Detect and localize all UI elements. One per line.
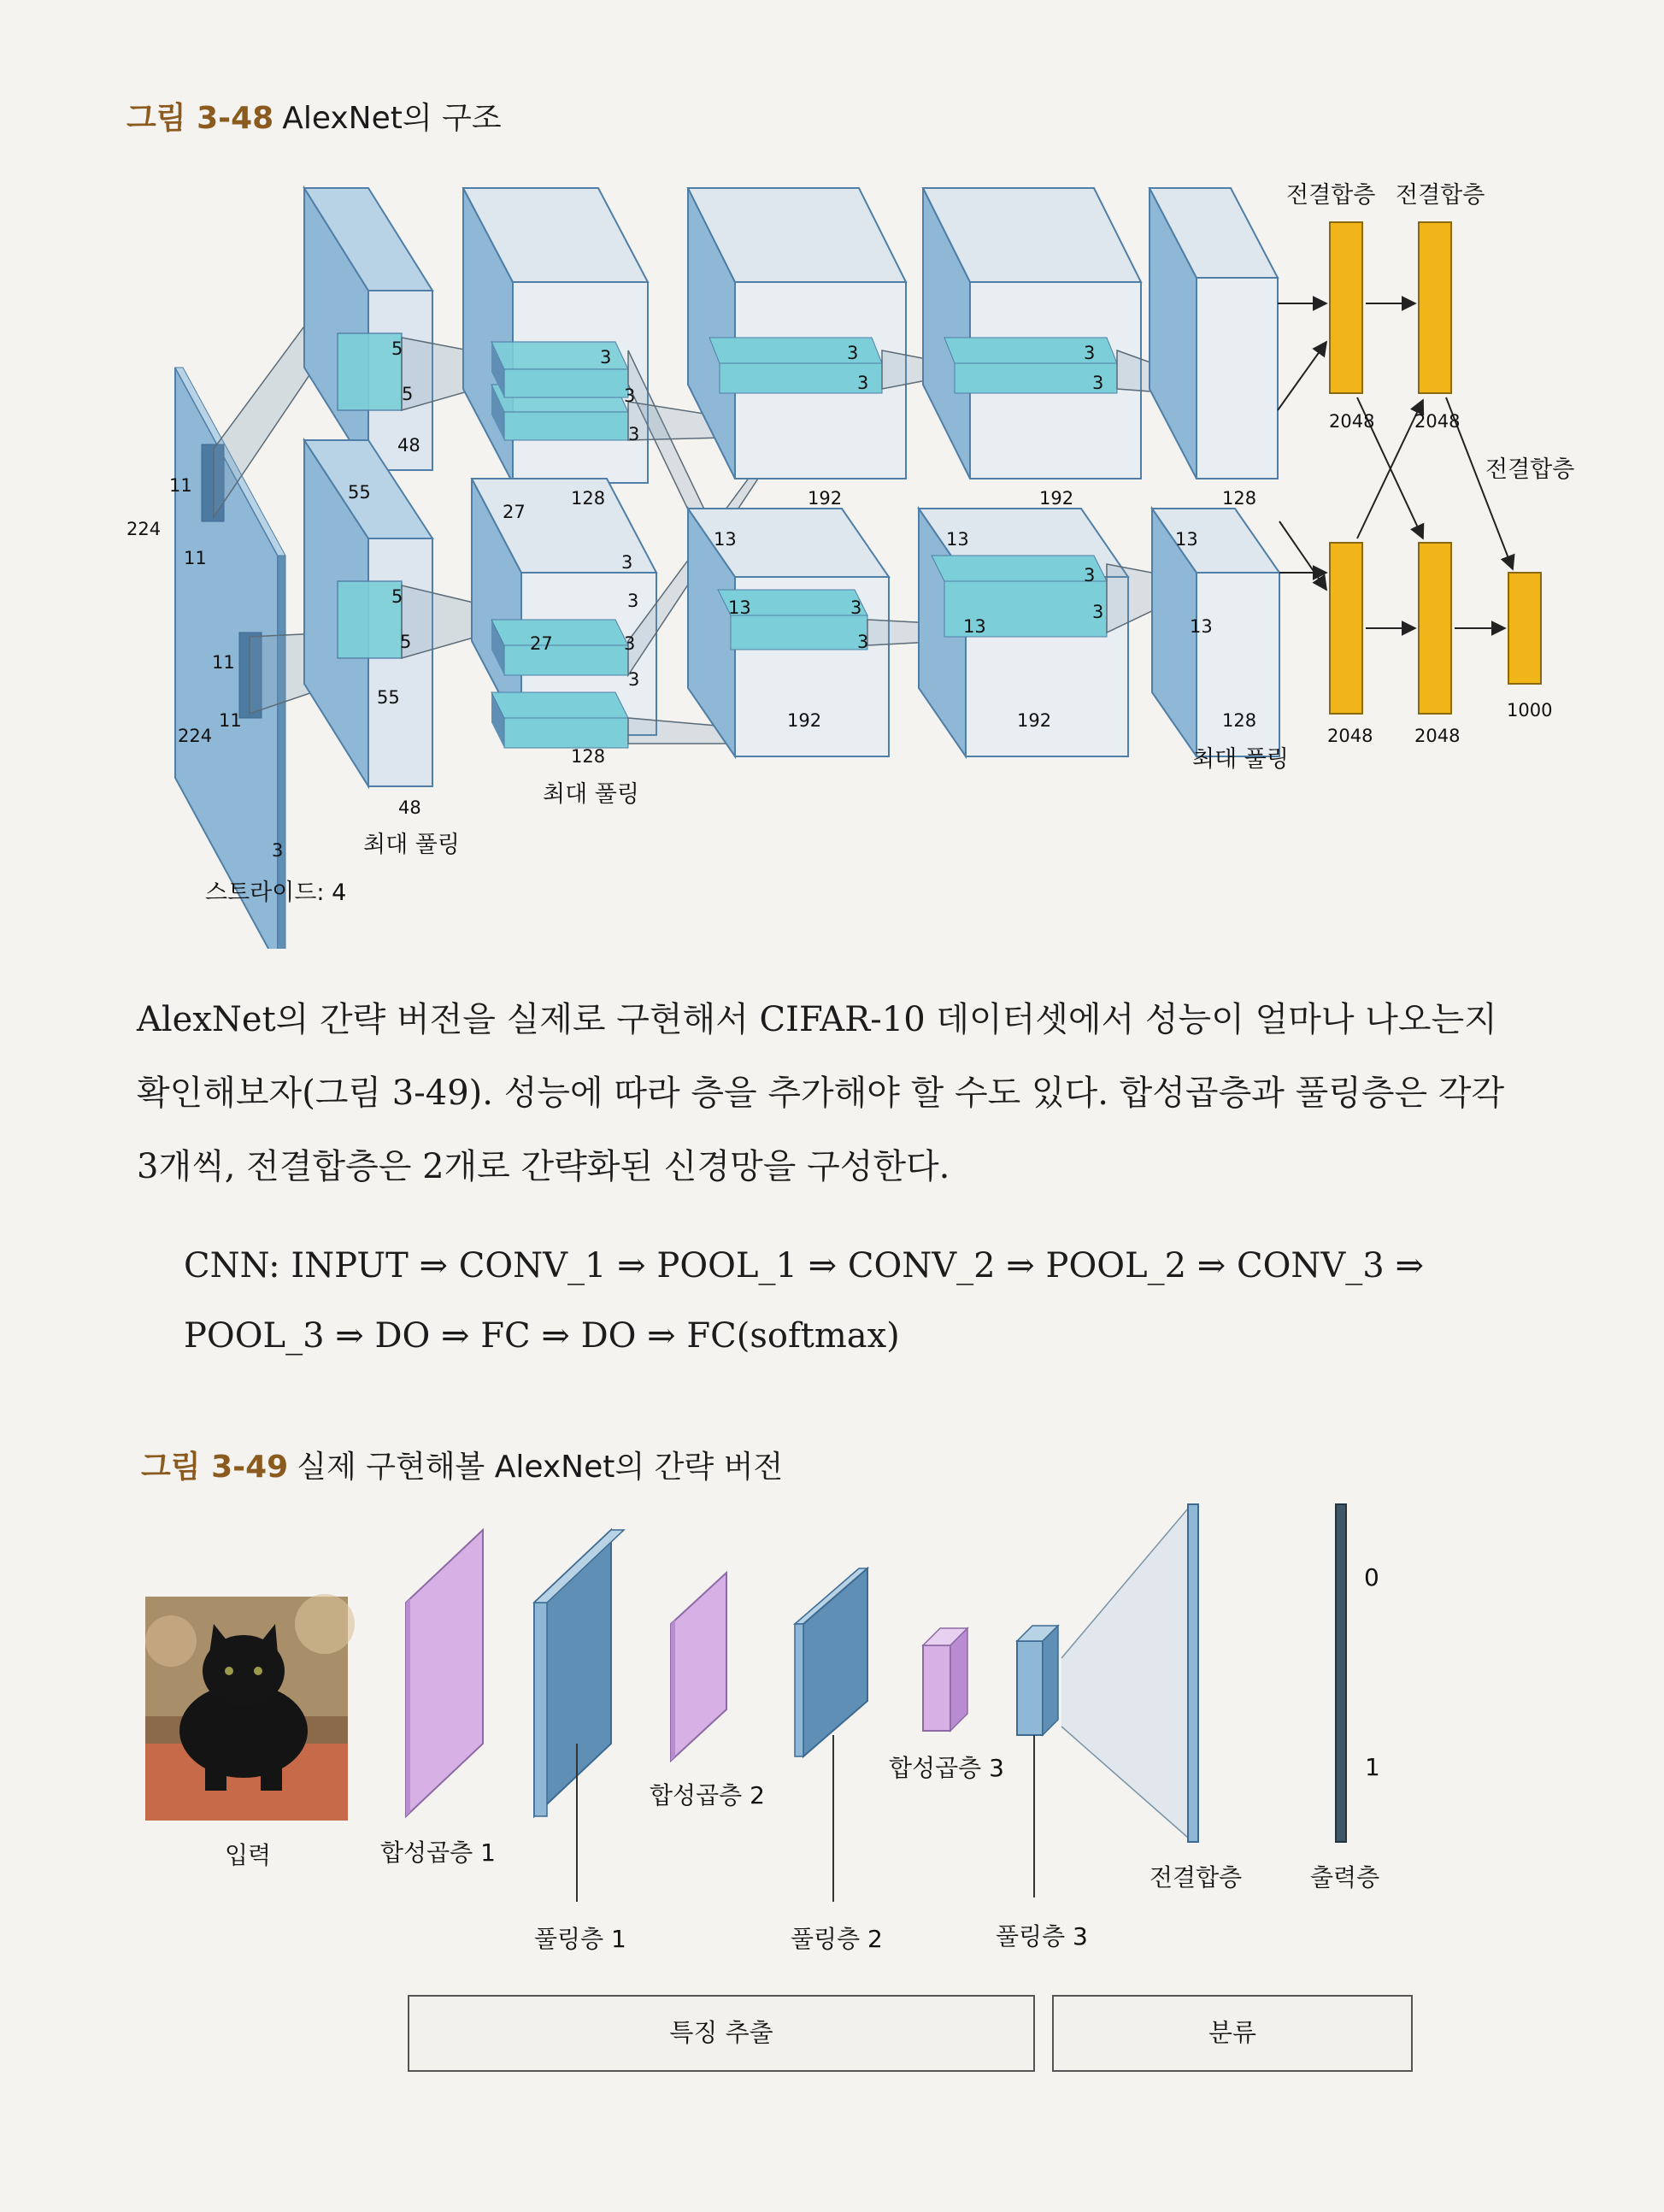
- output-1-label: 1: [1365, 1753, 1380, 1781]
- label-5: 5: [391, 338, 403, 359]
- figure-title: 실제 구현해볼 AlexNet의 간략 버전: [297, 1450, 784, 1485]
- figure-caption-3-49: [141, 1443, 783, 1486]
- label-3: 3: [857, 632, 869, 652]
- label-3: 3: [1084, 343, 1096, 363]
- alexnet-architecture-diagram: [0, 128, 1664, 949]
- output-label: 출력층: [1310, 1863, 1380, 1891]
- maxpool-label: 최대 풀링: [363, 832, 460, 858]
- label-2048: 2048: [1414, 411, 1461, 432]
- fc-fan: [1061, 1504, 1198, 1842]
- fc-title: 전결합층: [1286, 182, 1376, 209]
- paragraph-line: 확인해보자(그림 3-49). 성능에 따라 층을 추가해야 할 수도 있다. 합성곱층과 풀링층은 각각: [137, 1074, 1505, 1113]
- label-27: 27: [503, 502, 526, 522]
- label-3: 3: [847, 343, 859, 363]
- conv2-bottom-block: [472, 479, 656, 748]
- label-3: 3: [272, 840, 284, 861]
- label-3: 3: [624, 385, 636, 406]
- label-3: 3: [857, 373, 869, 393]
- label-2048: 2048: [1329, 411, 1375, 432]
- label-48: 48: [398, 797, 421, 818]
- label-192: 192: [1017, 710, 1052, 731]
- label-1000: 1000: [1507, 700, 1553, 721]
- label-13: 13: [946, 529, 969, 550]
- conv2-label: 합성곱층 2: [650, 1781, 765, 1809]
- label-55: 55: [348, 482, 371, 503]
- label-5: 5: [402, 384, 414, 404]
- label-3: 3: [628, 424, 640, 444]
- label-2048: 2048: [1414, 726, 1461, 746]
- label-3: 3: [628, 669, 640, 690]
- label-13: 13: [1190, 616, 1213, 637]
- fc-title: 전결합층: [1485, 456, 1575, 483]
- simplified-alexnet-diagram: [0, 1487, 1664, 2086]
- fc-connections: [1278, 303, 1513, 628]
- label-3: 3: [621, 552, 633, 573]
- formula-line: CNN: INPUT ⇒ CONV_1 ⇒ POOL_1 ⇒ CONV_2 ⇒ POOL_2 ⇒ CONV_3 ⇒: [184, 1246, 1424, 1285]
- input-label: 입력: [225, 1841, 272, 1869]
- label-3: 3: [1092, 373, 1104, 393]
- label-55: 55: [377, 687, 400, 708]
- figure-number: 그림 3-49: [141, 1450, 289, 1485]
- label-128: 128: [571, 488, 606, 509]
- pool1-label: 풀링층 1: [534, 1925, 626, 1953]
- label-11: 11: [219, 710, 242, 731]
- label-13: 13: [728, 597, 751, 618]
- label-3: 3: [1084, 565, 1096, 585]
- label-3: 3: [627, 591, 639, 611]
- feature-extraction-box: [409, 1996, 1034, 2071]
- conv2-top-block: [463, 188, 648, 483]
- label-11: 11: [212, 652, 235, 673]
- label-11: 11: [169, 475, 192, 496]
- label-128: 128: [1222, 488, 1257, 509]
- label-128: 128: [571, 746, 606, 767]
- maxpool-label: 최대 풀링: [1192, 746, 1289, 773]
- label-3: 3: [1092, 602, 1104, 622]
- label-27: 27: [530, 633, 553, 654]
- pool1-layer: [534, 1530, 624, 1902]
- label-13: 13: [1175, 529, 1198, 550]
- label-2048: 2048: [1327, 726, 1373, 746]
- classification-label: 분류: [1208, 2018, 1257, 2047]
- label-5: 5: [400, 632, 412, 652]
- label-48: 48: [397, 435, 420, 456]
- paragraph-line: 3개씩, 전결합층은 2개로 간략화된 신경망을 구성한다.: [137, 1147, 950, 1186]
- conv3-label: 합성곱층 3: [889, 1754, 1004, 1782]
- fc-title: 전결합층: [1396, 182, 1485, 209]
- formula-line: POOL_3 ⇒ DO ⇒ FC ⇒ DO ⇒ FC(softmax): [184, 1316, 900, 1356]
- stride-label: 스트라이드: 4: [205, 880, 347, 906]
- label-13: 13: [714, 529, 737, 550]
- label-5: 5: [391, 586, 403, 607]
- conv3-layer: [923, 1628, 967, 1731]
- feature-extraction-label: 특징 추출: [669, 2018, 773, 2047]
- label-192: 192: [1039, 488, 1074, 509]
- conv5-bottom-block: [1152, 509, 1279, 756]
- conv1-label: 합성곱층 1: [380, 1838, 496, 1867]
- label-128: 128: [1222, 710, 1257, 731]
- conv3-top-block: [688, 188, 906, 479]
- cat-image: [145, 1594, 355, 1821]
- paragraph-line: AlexNet의 간략 버전을 실제로 구현해서 CIFAR-10 데이터셋에서 성능이 얼마나 나오는지: [137, 1000, 1497, 1039]
- pool3-label: 풀링층 3: [996, 1922, 1088, 1950]
- pool2-label: 풀링층 2: [791, 1925, 883, 1953]
- label-3: 3: [600, 347, 612, 368]
- pool3-layer: [1017, 1626, 1058, 1897]
- label-3: 3: [624, 633, 636, 654]
- label-192: 192: [787, 710, 822, 731]
- cnn-formula: [184, 1231, 1602, 1371]
- conv4-top-block: [923, 188, 1141, 479]
- figure-number: 그림 3-48: [126, 101, 274, 136]
- output-layer: [1336, 1504, 1346, 1842]
- label-3: 3: [850, 597, 862, 618]
- label-11: 11: [184, 548, 207, 568]
- conv5-top-block: [1150, 188, 1278, 479]
- figure-title: AlexNet의 구조: [282, 101, 502, 136]
- label-13: 13: [963, 616, 986, 637]
- body-paragraph: [137, 983, 1573, 1203]
- pool2-layer: [795, 1568, 867, 1902]
- label-224-bottom: 224: [178, 726, 213, 746]
- label-224-left: 224: [126, 519, 162, 539]
- conv2-layer: [671, 1573, 726, 1761]
- conv1-layer: [406, 1530, 483, 1816]
- maxpool-label: 최대 풀링: [543, 781, 639, 808]
- output-0-label: 0: [1364, 1563, 1379, 1591]
- classification-box: [1053, 1996, 1412, 2071]
- label-192: 192: [808, 488, 843, 509]
- fc-label: 전결합층: [1150, 1863, 1243, 1891]
- conv1-top-block: [304, 188, 432, 470]
